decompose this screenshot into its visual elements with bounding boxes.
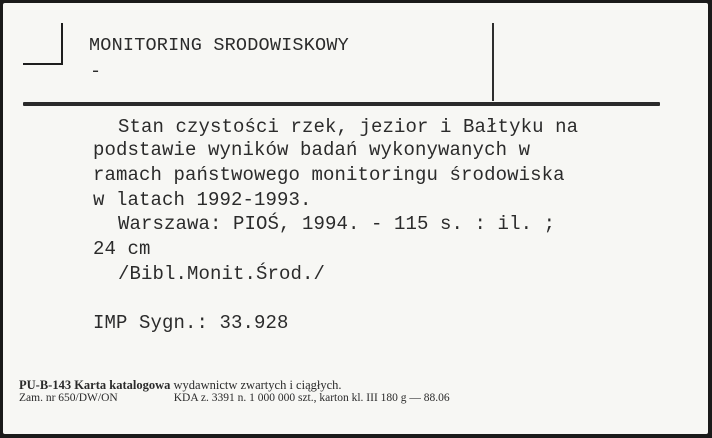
corner-mark-vertical bbox=[61, 23, 63, 65]
body-line-title-2: podstawie wyników badań wykonywanych w bbox=[93, 139, 531, 161]
body-line-series: /Bibl.Monit.Środ./ bbox=[118, 263, 326, 285]
horizontal-rule bbox=[23, 102, 660, 106]
footer-line-2 bbox=[19, 392, 450, 404]
footer-form-code: PU-B-143 bbox=[19, 378, 72, 392]
footer-order-number: Zam. nr 650/DW/ON bbox=[19, 392, 118, 404]
call-number: IMP Sygn.: 33.928 bbox=[93, 312, 289, 334]
body-line-title-3: ramach państwowego monitoringu środowiska bbox=[93, 164, 565, 186]
vertical-rule bbox=[492, 23, 494, 101]
footer-card-type: Karta katalogowa bbox=[74, 378, 171, 392]
body-line-title-1: Stan czystości rzek, jezior i Bałtyku na bbox=[118, 116, 579, 138]
body-line-imprint: Warszawa: PIOŚ, 1994. - 115 s. : il. ; bbox=[118, 213, 556, 235]
footer-print-info: KDA z. 3391 n. 1 000 000 szt., karton kl. III 180 g — 88.06 bbox=[173, 392, 450, 404]
body-line-size: 24 cm bbox=[93, 238, 151, 260]
catalog-card bbox=[3, 3, 708, 434]
subject-heading-dash: - bbox=[90, 61, 102, 82]
subject-heading: MONITORING SRODOWISKOWY bbox=[89, 35, 349, 56]
corner-mark-horizontal bbox=[23, 63, 63, 65]
body-line-title-4: w latach 1992-1993. bbox=[93, 189, 312, 211]
footer-card-desc: wydawnictw zwartych i ciągłych. bbox=[173, 378, 342, 392]
footer-line-1 bbox=[19, 378, 342, 393]
